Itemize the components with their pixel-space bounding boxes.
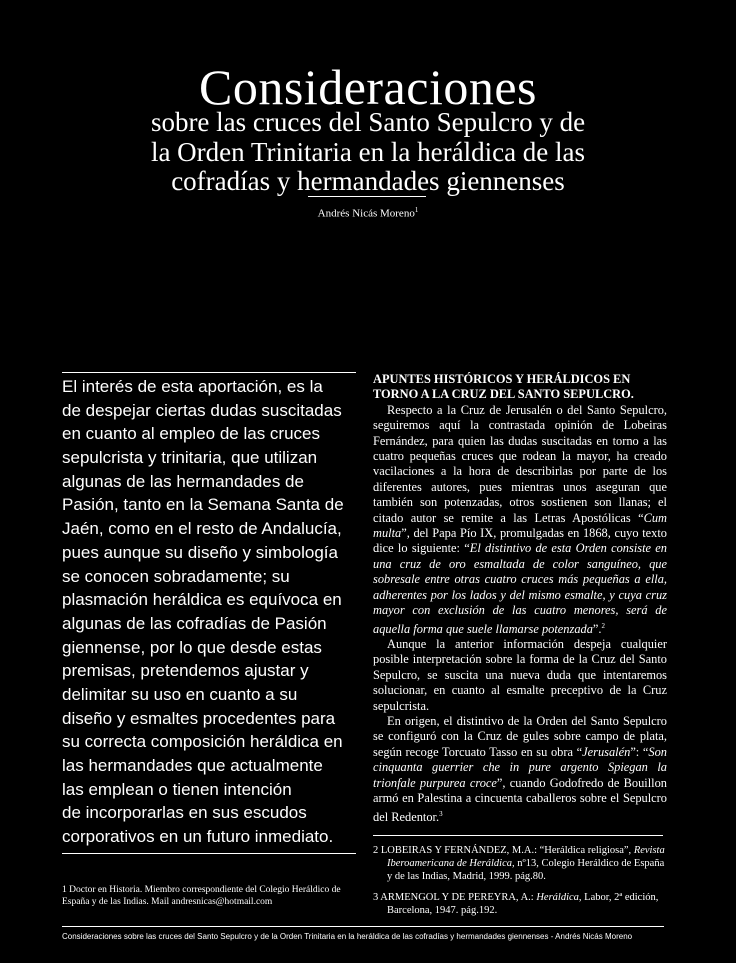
abstract-line: su correcta composición heráldica en [62, 732, 343, 752]
section-heading: APUNTES HISTÓRICOS Y HERÁLDICOS EN TORNO A LA CRUZ DEL SANTO SEPULCRO. [373, 372, 634, 402]
paragraph-1: Respecto a la Cruz de Jerusalén o del Santo Sepulcro, seguiremos aquí la contrastada opinión de Lobeiras Fernández, para quien las dudas suscitadas en torno a las cuatro pequeñas cruces que rodean la mayor, ha creado vacilaciones a la hora de describirlas por parte de los diferentes autores, pues mientras unos aseguran que también son potenzadas, otros sostienen son llanas; el citado autor se remite a las Letras Apostólicas “Cum multa”, del Papa Pío IX, promulgadas en 1868, cuyo texto dice lo siguiente: “El distintivo de esta Orden consiste en una cruz de oro esmaltada de color sanguíneo, que sobresale entre otras cuatro cruces más pequeñas a ella, adherentes por los lados y del mismo esmalte, y cuya cruz mayor con exclusión de las cuatro menores, será de aquella forma que suele llamarse potenzada”.$^2$ [373, 402, 667, 636]
abstract-line: de incorporarlas en sus escudos [62, 803, 307, 823]
paragraph-3: En origen, el distintivo de la Orden del Santo Sepulcro se configuró con la Cruz de gules sobre campo de plata, según recoge Torcuato Tasso en su obra “Jerusalén”: “Son cinquanta guerrier che in pure argento Spiegan la trionfale purpurea croce”, cuando Godofredo de Bouillon armó en Palestina a cincuenta caballeros sobre el Sepulcro del Redentor.$^3$ [373, 714, 667, 824]
abstract-column [62, 372, 356, 854]
footer-rule [62, 926, 664, 927]
abstract-line: pues aunque su diseño y simbología [62, 542, 338, 562]
abstract-line: diseño y esmaltes procedentes para [62, 708, 336, 728]
abstract-line: algunas de las hermandades de [62, 471, 304, 491]
running-footer: Consideraciones sobre las cruces del Santo Sepulcro y de la Orden Trinitaria en la heráldica de las cofradías y hermandades giennenses - Andrés Nicás Moreno [62, 932, 633, 941]
abstract-line: algunas de las cofradías de Pasión [62, 613, 327, 633]
subtitle-line-2: la Orden Trinitaria en la heráldica de las [150, 137, 586, 167]
subtitle-line-1: sobre las cruces del Santo Sepulcro y de [150, 107, 586, 137]
subtitle-line-3: cofradías y hermandades giennenses [171, 166, 565, 196]
abstract-line: Pasión, tanto en la Semana Santa de [62, 495, 344, 515]
author-footnote-ref: 1 [414, 206, 419, 214]
footnote-ref-2: 2 [601, 621, 606, 630]
footnote-3: 3 ARMENGOL Y DE PEREYRA, A.: Heráldica, Labor, 2ª edición, Barcelona, 1947. pág.192. [373, 892, 659, 917]
article-title: Consideraciones [199, 59, 537, 115]
abstract-line: corporativos en un futuro inmediato. [62, 827, 334, 847]
abstract-line: se conocen sobradamente; su [62, 566, 290, 586]
abstract-line: Jaén, como en el resto de Andalucía, [62, 519, 342, 539]
abstract-line: de despejar ciertas dudas suscitadas [62, 400, 342, 420]
abstract-text [62, 375, 356, 849]
notes-divider [373, 835, 663, 836]
title-divider [308, 196, 426, 197]
footnote-1: 1 Doctor en Historia. Miembro correspondiente del Colegio Heráldico de España y de las Indias. Mail andresnicas@hotmail.com [62, 885, 341, 907]
abstract-line: plasmación heráldica es equívoca en [62, 590, 342, 610]
abstract-line: giennense, por lo que desde estas [62, 637, 322, 657]
paragraph-2: Aunque la anterior información despeja cualquier posible interpretación sobre la forma de la Cruz del Santo Sepulcro, se suscita una nueva duda que intentaremos solucionar, en cuanto al esmalte preceptivo de la Cruz sepulcrista. [373, 637, 667, 713]
abstract-line: las emplean o tienen intención [62, 779, 292, 799]
abstract-line: premisas, pretendemos ajustar y [62, 661, 309, 681]
abstract-bottom-rule [62, 853, 356, 854]
footnote-2: 2 LOBEIRAS Y FERNÁNDEZ, M.A.: “Heráldica religiosa”, Revista Iberoamericana de Heráldica, nº13, Colegio Heráldico de España y de las Indias, Madrid, 1999. pág.80. [373, 845, 665, 883]
abstract-line: El interés de esta aportación, es la [62, 377, 323, 396]
abstract-line: sepulcrista y trinitaria, que utilizan [62, 448, 318, 468]
abstract-line: las hermandades que actualmente [62, 756, 323, 775]
footnote-ref-3: 3 [439, 809, 443, 818]
abstract-top-rule [62, 372, 356, 373]
abstract-line: delimitar su uso en cuanto a su [62, 684, 298, 704]
body-column [373, 372, 667, 925]
abstract-line: en cuanto al empleo de las cruces [62, 424, 320, 444]
author-name: Andrés Nicás Moreno [317, 207, 415, 220]
author-byline [0, 206, 736, 220]
